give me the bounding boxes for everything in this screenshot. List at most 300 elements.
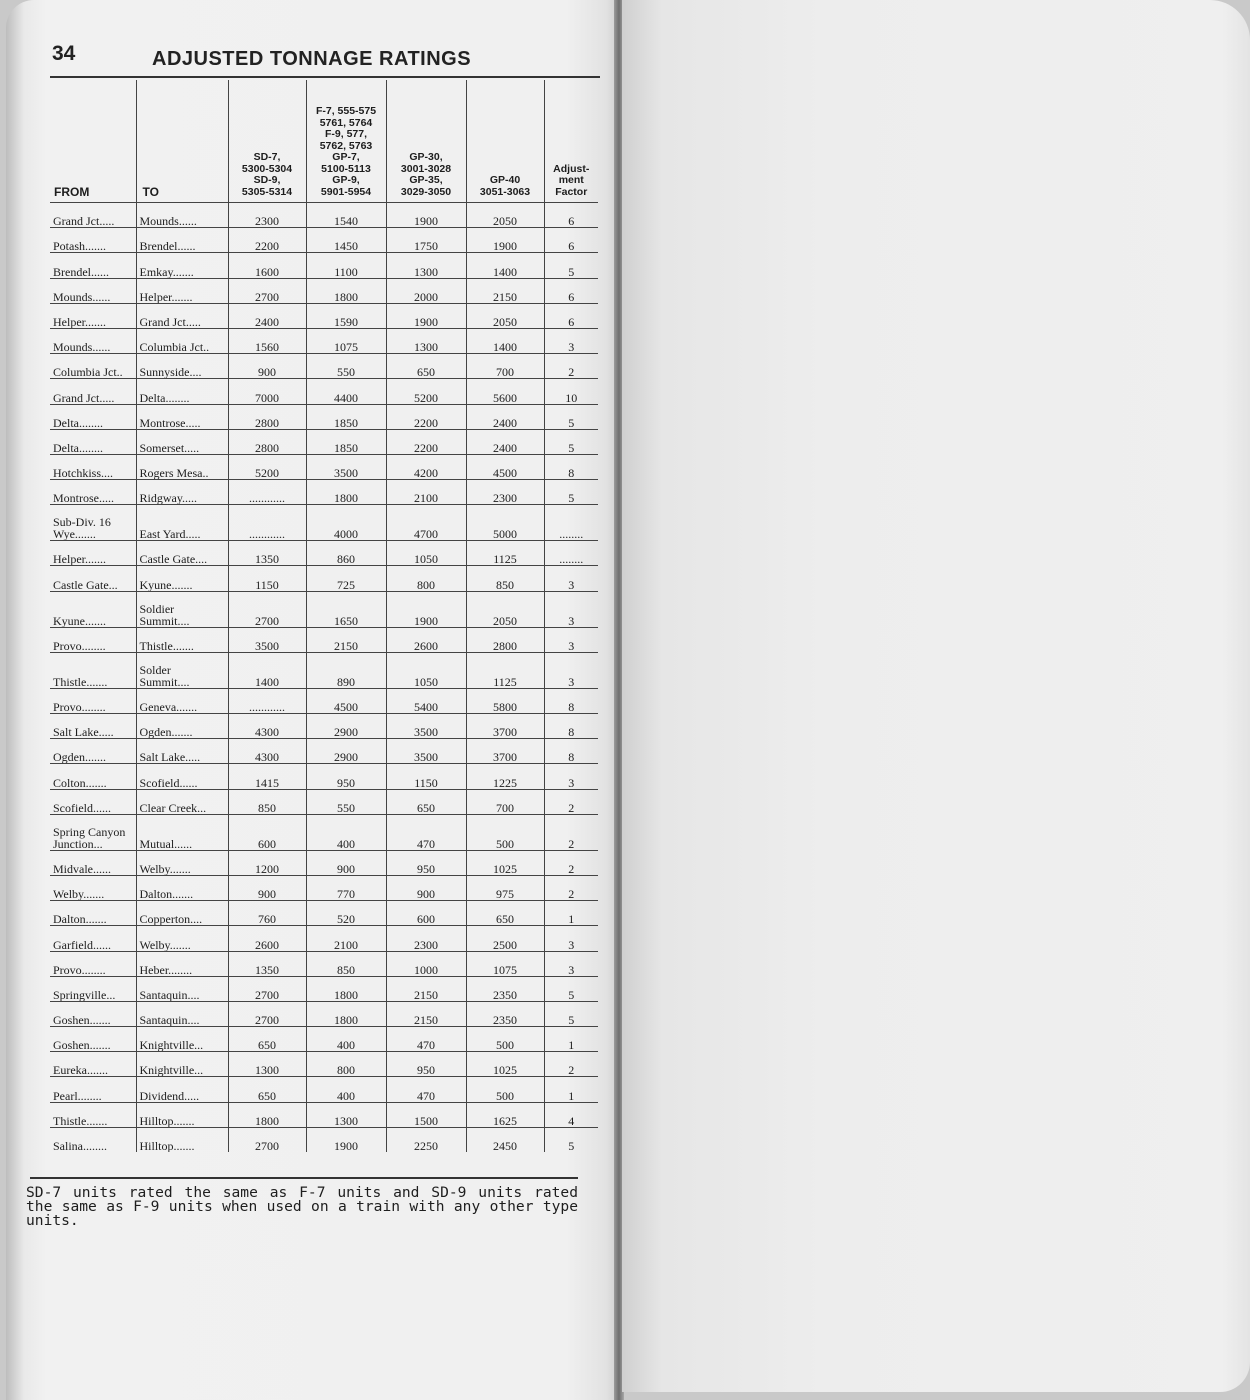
cell-text: 1900 <box>414 214 438 228</box>
cell-text: 4500 <box>493 466 517 480</box>
adjustment-factor-cell <box>544 303 598 328</box>
gp30-rating-cell <box>386 814 466 850</box>
cell-text: ............ <box>249 700 285 714</box>
cell-text: Castle Gate... <box>53 577 118 592</box>
cell-text: 1 <box>568 912 575 926</box>
sd-rating-cell <box>228 591 306 627</box>
gp30-rating-cell <box>386 566 466 591</box>
table-row <box>50 764 598 789</box>
cell-text: 1450 <box>334 239 358 253</box>
cell-text: 2400 <box>493 440 517 455</box>
adjustment-factor-cell <box>544 1127 598 1152</box>
from-cell <box>50 278 136 303</box>
cell-text: 3 <box>568 937 575 951</box>
cell-text: 800 <box>337 1063 355 1077</box>
cell-text: 1125 <box>493 674 517 689</box>
f-gp-rating-cell <box>306 652 386 688</box>
to-cell <box>136 1077 228 1102</box>
to-cell <box>136 951 228 976</box>
page-title: ADJUSTED TONNAGE RATINGS <box>152 48 472 70</box>
cell-text: 2 <box>568 800 575 815</box>
sd-rating-cell <box>228 480 306 505</box>
adjustment-factor-cell <box>544 505 598 541</box>
sd-rating-cell <box>228 404 306 429</box>
table-row <box>50 480 598 505</box>
adjustment-factor-cell <box>544 1077 598 1102</box>
table-row <box>50 901 598 926</box>
cell-text: Mounds...... <box>139 214 197 228</box>
cell-text: 1350 <box>255 962 279 977</box>
header-to: TO <box>136 80 228 203</box>
cell-text: 2100 <box>334 937 358 951</box>
cell-text: 900 <box>258 887 276 901</box>
cell-text: 2600 <box>255 937 279 951</box>
cell-text: 2 <box>568 861 575 876</box>
cell-text: Sunnyside.... <box>139 365 202 379</box>
cell-text: 1800 <box>255 1113 279 1128</box>
cell-text: 8 <box>568 700 575 714</box>
gp40-rating-cell <box>466 850 544 875</box>
to-cell <box>136 303 228 328</box>
table-row <box>50 850 598 875</box>
table-row <box>50 739 598 764</box>
cell-text: Spring Canyon Junction... <box>53 824 126 851</box>
to-cell <box>136 454 228 479</box>
sd-rating-cell <box>228 1001 306 1026</box>
page-number: 34 <box>52 42 76 65</box>
cell-text: 3 <box>568 340 575 354</box>
gp30-rating-cell <box>386 253 466 278</box>
adjustment-factor-cell <box>544 1001 598 1026</box>
table-row <box>50 1052 598 1077</box>
sd-rating-cell <box>228 1052 306 1077</box>
cell-text: ........ <box>559 552 584 566</box>
f-gp-rating-cell <box>306 541 386 566</box>
cell-text: 8 <box>568 466 575 480</box>
sd-rating-cell <box>228 454 306 479</box>
cell-text: 900 <box>337 861 355 876</box>
header-gp30-gp35: GP-30, 3001-3028 GP-35, 3029-3050 <box>386 80 466 203</box>
from-cell <box>50 926 136 951</box>
cell-text: 800 <box>417 577 435 592</box>
from-cell <box>50 591 136 627</box>
f-gp-rating-cell <box>306 566 386 591</box>
cell-text: 2300 <box>414 937 438 951</box>
from-cell <box>50 429 136 454</box>
cell-text: Provo........ <box>53 700 106 714</box>
cell-text: 3500 <box>255 638 279 653</box>
cell-text: 500 <box>496 836 514 851</box>
cell-text: 1050 <box>414 552 438 566</box>
from-cell <box>50 764 136 789</box>
to-cell <box>136 688 228 713</box>
to-cell <box>136 1102 228 1127</box>
cell-text: 3 <box>568 638 575 653</box>
cell-text: Welby....... <box>139 861 191 876</box>
cell-text: Springville... <box>53 987 116 1002</box>
table-row <box>50 1127 598 1152</box>
gp40-rating-cell <box>466 688 544 713</box>
cell-text: Santaquin.... <box>139 987 200 1002</box>
cell-text: 1225 <box>493 775 517 790</box>
cell-text: 10 <box>565 390 578 404</box>
cell-text: 2200 <box>414 440 438 455</box>
cell-text: 700 <box>496 800 514 815</box>
sd-rating-cell <box>228 652 306 688</box>
cell-text: Rogers Mesa.. <box>139 466 209 480</box>
f-gp-rating-cell <box>306 976 386 1001</box>
sd-rating-cell <box>228 739 306 764</box>
cell-text: 770 <box>337 887 355 901</box>
cell-text: 550 <box>337 365 355 379</box>
cell-text: 1900 <box>334 1139 358 1152</box>
cell-text: Hilltop....... <box>139 1139 195 1152</box>
to-cell <box>136 429 228 454</box>
cell-text: 1560 <box>255 340 279 354</box>
cell-text: 2000 <box>414 289 438 304</box>
cell-text: Delta........ <box>53 440 103 455</box>
cell-text: 470 <box>417 1038 435 1052</box>
cell-text: 2200 <box>414 415 438 430</box>
cell-text: 1300 <box>334 1113 358 1128</box>
from-cell <box>50 875 136 900</box>
cell-text: 1800 <box>334 289 358 304</box>
to-cell <box>136 541 228 566</box>
cell-text: 1600 <box>255 264 279 279</box>
table-bottom-rule <box>30 1177 578 1179</box>
cell-text: 3500 <box>414 750 438 764</box>
f-gp-rating-cell <box>306 901 386 926</box>
cell-text: 1850 <box>334 415 358 430</box>
adjustment-factor-cell <box>544 814 598 850</box>
sd-rating-cell <box>228 228 306 253</box>
gp40-rating-cell <box>466 480 544 505</box>
adjustment-factor-cell <box>544 627 598 652</box>
gp30-rating-cell <box>386 228 466 253</box>
cell-text: 1400 <box>255 674 279 689</box>
sd-rating-cell <box>228 714 306 739</box>
cell-text: Mutual...... <box>139 836 193 851</box>
cell-text: 1025 <box>493 1063 517 1077</box>
cell-text: 5 <box>568 491 575 505</box>
table-row <box>50 926 598 951</box>
table-row <box>50 652 598 688</box>
header-f-gp-units: F-7, 555-575 5761, 5764 F-9, 577, 5762, 5763 GP-7, 5100-5113 GP-9, 5901-5954 <box>306 80 386 203</box>
to-cell <box>136 1001 228 1026</box>
adjustment-factor-cell <box>544 480 598 505</box>
to-cell <box>136 1052 228 1077</box>
cell-text: 2150 <box>493 289 517 304</box>
f-gp-rating-cell <box>306 404 386 429</box>
f-gp-rating-cell <box>306 303 386 328</box>
cell-text: Solder Summit.... <box>139 662 190 689</box>
sd-rating-cell <box>228 505 306 541</box>
cell-text: 2300 <box>493 491 517 505</box>
table-row <box>50 627 598 652</box>
adjustment-factor-cell <box>544 951 598 976</box>
table-row <box>50 404 598 429</box>
cell-text: 1 <box>568 1088 575 1103</box>
cell-text: 400 <box>337 1038 355 1052</box>
cell-text: 850 <box>258 800 276 815</box>
f-gp-rating-cell <box>306 203 386 228</box>
cell-text: 1800 <box>334 987 358 1002</box>
cell-text: Provo........ <box>53 962 106 977</box>
f-gp-rating-cell <box>306 951 386 976</box>
adjustment-factor-cell <box>544 328 598 353</box>
gp30-rating-cell <box>386 303 466 328</box>
cell-text: 975 <box>496 887 514 901</box>
adjustment-factor-cell <box>544 1052 598 1077</box>
gp30-rating-cell <box>386 591 466 627</box>
to-cell <box>136 354 228 379</box>
gp30-rating-cell <box>386 1027 466 1052</box>
cell-text: Salt Lake..... <box>53 725 114 739</box>
cell-text: 2200 <box>255 239 279 253</box>
gp40-rating-cell <box>466 1027 544 1052</box>
cell-text: 3700 <box>493 725 517 739</box>
cell-text: Hilltop....... <box>139 1113 195 1128</box>
gp40-rating-cell <box>466 814 544 850</box>
cell-text: Thistle....... <box>53 674 108 689</box>
sd-rating-cell <box>228 901 306 926</box>
cell-text: 900 <box>258 365 276 379</box>
from-cell <box>50 1102 136 1127</box>
f-gp-rating-cell <box>306 789 386 814</box>
cell-text: 6 <box>568 239 575 253</box>
f-gp-rating-cell <box>306 354 386 379</box>
cell-text: 5 <box>568 987 575 1002</box>
sd-rating-cell <box>228 976 306 1001</box>
adjustment-factor-cell <box>544 739 598 764</box>
cell-text: Grand Jct..... <box>139 314 201 329</box>
to-cell <box>136 404 228 429</box>
gp40-rating-cell <box>466 1127 544 1152</box>
cell-text: Colton....... <box>53 775 107 790</box>
f-gp-rating-cell <box>306 1052 386 1077</box>
cell-text: ............ <box>249 527 285 541</box>
cell-text: 5 <box>568 440 575 455</box>
from-cell <box>50 404 136 429</box>
sd-rating-cell <box>228 688 306 713</box>
cell-text: Montrose..... <box>53 491 114 505</box>
cell-text: 2350 <box>493 987 517 1002</box>
from-cell <box>50 541 136 566</box>
cell-text: Salina........ <box>53 1139 107 1152</box>
to-cell <box>136 253 228 278</box>
table-row <box>50 454 598 479</box>
cell-text: 470 <box>417 836 435 851</box>
table-row <box>50 976 598 1001</box>
to-cell <box>136 1127 228 1152</box>
adjustment-factor-cell <box>544 228 598 253</box>
from-cell <box>50 951 136 976</box>
cell-text: 2600 <box>414 638 438 653</box>
to-cell <box>136 850 228 875</box>
cell-text: 4400 <box>334 390 358 404</box>
cell-text: 950 <box>417 1063 435 1077</box>
cell-text: 2050 <box>493 214 517 228</box>
sd-rating-cell <box>228 1027 306 1052</box>
cell-text: Sub-Div. 16 Wye....... <box>53 515 111 541</box>
cell-text: Heber........ <box>139 962 193 977</box>
cell-text: 1900 <box>493 239 517 253</box>
cell-text: 2500 <box>493 937 517 951</box>
cell-text: Clear Creek... <box>139 800 207 815</box>
to-cell <box>136 789 228 814</box>
cell-text: Dividend..... <box>139 1088 200 1103</box>
cell-text: 950 <box>337 775 355 790</box>
adjustment-factor-cell <box>544 714 598 739</box>
to-cell <box>136 926 228 951</box>
cell-text: 5400 <box>414 700 438 714</box>
cell-text: 4000 <box>334 527 358 541</box>
cell-text: 2 <box>568 1063 575 1077</box>
table-row <box>50 203 598 228</box>
table-row <box>50 278 598 303</box>
f-gp-rating-cell <box>306 429 386 454</box>
f-gp-rating-cell <box>306 1077 386 1102</box>
from-cell <box>50 739 136 764</box>
to-cell <box>136 203 228 228</box>
gp40-rating-cell <box>466 901 544 926</box>
gp40-rating-cell <box>466 328 544 353</box>
gp40-rating-cell <box>466 764 544 789</box>
table-row <box>50 379 598 404</box>
cell-text: 2350 <box>493 1013 517 1027</box>
from-cell <box>50 901 136 926</box>
gp30-rating-cell <box>386 328 466 353</box>
adjustment-factor-cell <box>544 379 598 404</box>
cell-text: 1540 <box>334 214 358 228</box>
cell-text: 650 <box>496 912 514 926</box>
gp30-rating-cell <box>386 429 466 454</box>
cell-text: Knightville... <box>139 1038 204 1052</box>
cell-text: Potash....... <box>53 239 107 253</box>
sd-rating-cell <box>228 1077 306 1102</box>
gp40-rating-cell <box>466 926 544 951</box>
cell-text: Goshen....... <box>53 1013 111 1027</box>
sd-rating-cell <box>228 627 306 652</box>
header-from: FROM <box>54 184 90 199</box>
table-row <box>50 541 598 566</box>
sd-rating-cell <box>228 379 306 404</box>
cell-text: Montrose..... <box>139 415 201 430</box>
cell-text: 1100 <box>334 264 358 279</box>
sd-rating-cell <box>228 253 306 278</box>
f-gp-rating-cell <box>306 328 386 353</box>
adjustment-factor-cell <box>544 764 598 789</box>
cell-text: 650 <box>258 1088 276 1103</box>
from-cell <box>50 480 136 505</box>
cell-text: ........ <box>559 527 584 541</box>
cell-text: 1200 <box>255 861 279 876</box>
cell-text: 2 <box>568 365 575 379</box>
from-cell <box>50 1027 136 1052</box>
sd-rating-cell <box>228 850 306 875</box>
gp30-rating-cell <box>386 505 466 541</box>
f-gp-rating-cell <box>306 926 386 951</box>
f-gp-rating-cell <box>306 505 386 541</box>
cell-text: 2900 <box>334 750 358 764</box>
cell-text: 4500 <box>334 700 358 714</box>
sd-rating-cell <box>228 789 306 814</box>
gp30-rating-cell <box>386 764 466 789</box>
cell-text: 2250 <box>414 1139 438 1152</box>
cell-text: Welby....... <box>139 937 191 951</box>
from-cell <box>50 566 136 591</box>
sd-rating-cell <box>228 951 306 976</box>
cell-text: 500 <box>496 1038 514 1052</box>
f-gp-rating-cell <box>306 1127 386 1152</box>
from-cell <box>50 976 136 1001</box>
sd-rating-cell <box>228 541 306 566</box>
cell-text: 1750 <box>414 239 438 253</box>
adjustment-factor-cell <box>544 926 598 951</box>
cell-text: 3 <box>568 962 575 977</box>
f-gp-rating-cell <box>306 454 386 479</box>
cell-text: Ogden....... <box>139 725 193 739</box>
cell-text: 5 <box>568 264 575 279</box>
gp30-rating-cell <box>386 714 466 739</box>
to-cell <box>136 627 228 652</box>
cell-text: 760 <box>258 912 276 926</box>
table-row <box>50 951 598 976</box>
gp40-rating-cell <box>466 1052 544 1077</box>
adjustment-factor-cell <box>544 789 598 814</box>
cell-text: 5200 <box>414 390 438 404</box>
to-cell <box>136 764 228 789</box>
cell-text: 2400 <box>255 314 279 329</box>
f-gp-rating-cell <box>306 1027 386 1052</box>
adjustment-factor-cell <box>544 1027 598 1052</box>
cell-text: Mounds...... <box>53 289 111 304</box>
cell-text: Thistle....... <box>139 638 194 653</box>
to-cell <box>136 652 228 688</box>
cell-text: 8 <box>568 725 575 739</box>
cell-text: 520 <box>337 912 355 926</box>
table-row <box>50 688 598 713</box>
from-cell <box>50 203 136 228</box>
cell-text: 1025 <box>493 861 517 876</box>
gp30-rating-cell <box>386 454 466 479</box>
f-gp-rating-cell <box>306 688 386 713</box>
f-gp-rating-cell <box>306 591 386 627</box>
gp30-rating-cell <box>386 278 466 303</box>
cell-text: 2150 <box>334 638 358 653</box>
cell-text: 3 <box>568 613 575 628</box>
cell-text: 1150 <box>414 775 438 790</box>
from-cell <box>50 379 136 404</box>
adjustment-factor-cell <box>544 354 598 379</box>
cell-text: 890 <box>337 674 355 689</box>
adjustment-factor-cell <box>544 901 598 926</box>
cell-text: 5200 <box>255 466 279 480</box>
f-gp-rating-cell <box>306 714 386 739</box>
to-cell <box>136 228 228 253</box>
gp30-rating-cell <box>386 203 466 228</box>
gp40-rating-cell <box>466 591 544 627</box>
cell-text: 1415 <box>255 775 279 790</box>
from-cell <box>50 789 136 814</box>
cell-text: Somerset..... <box>139 440 200 455</box>
title-rule <box>50 76 600 78</box>
from-cell <box>50 505 136 541</box>
gp30-rating-cell <box>386 1102 466 1127</box>
gp30-rating-cell <box>386 951 466 976</box>
cell-text: 2450 <box>493 1139 517 1152</box>
gp30-rating-cell <box>386 1001 466 1026</box>
